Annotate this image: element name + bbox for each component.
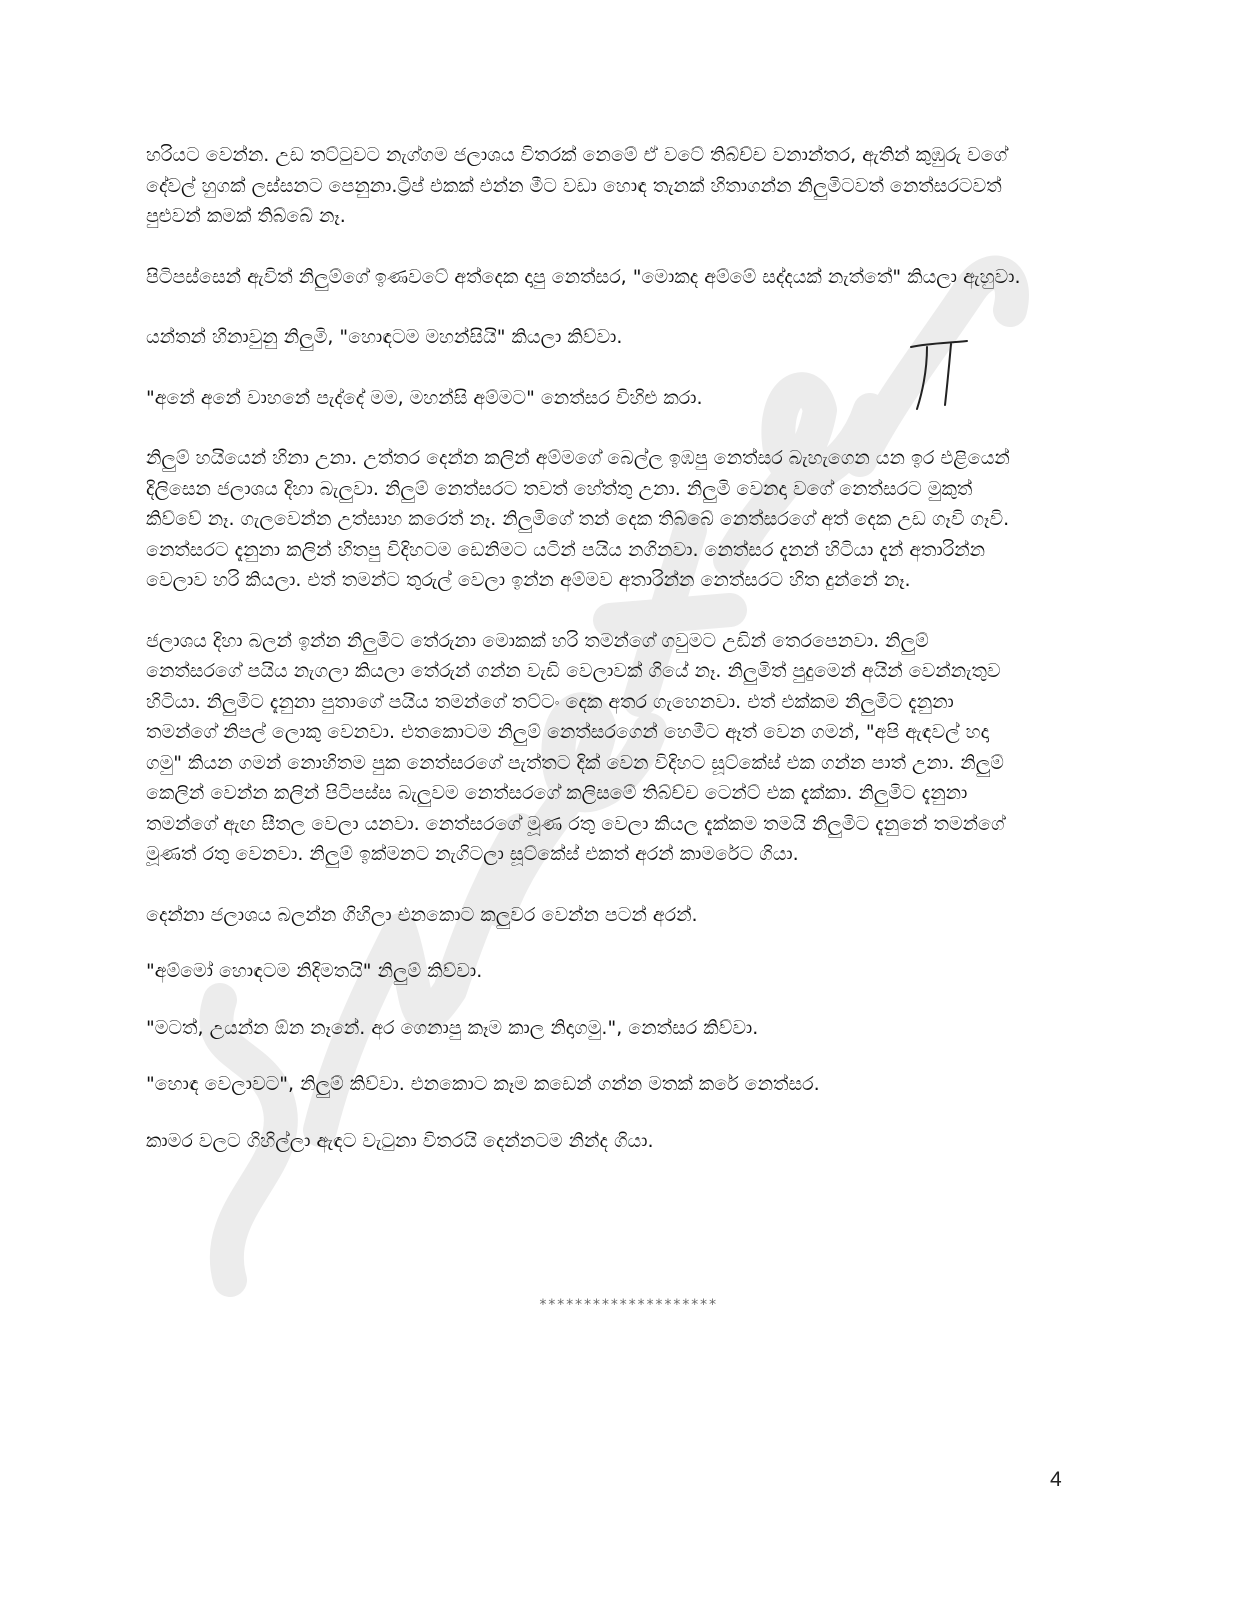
paragraph-3: යන්තන් හිනාවුනු නිලුමි, "හොඳටම මහන්සියි" කියලා කිව්වා. — [146, 326, 623, 348]
page-number: 4 — [1050, 1468, 1062, 1491]
document-body — [146, 140, 1026, 1182]
section-separator: ******************** — [538, 1297, 718, 1313]
paragraph-8: "අම්මෝ හොඳටම නිදිමතයි" නිලුම් කිව්වා. — [146, 960, 483, 982]
paragraph-9: "මටත්, උයන්න ඕන නෑනේ. අර ගෙනාපු කෑම කාල නිදාගමු.", නෙත්සර කිව්වා. — [146, 1016, 759, 1039]
paragraph-11: කාමර වලට ගිහිල්ලා ඇඳට වැටුනා විතරයි දෙන්නටම නින්ද ගියා. — [146, 1129, 654, 1152]
paragraph-1: හරියට වෙන්න. උඩ තට්ටුවට නැග්ගම ජලාශය විතරක් නෙමේ ඒ වටේ තිබ්ච්ච වනාන්තර, ඇතින් කුඹුරු වගේ දේවල් හුගක් ලස්සනට පෙනුනා.ට්‍රිප් එකක් එන්න මීට වඩා හොඳ තැනක් හිතාගන්න නිලුමිටවත් නෙත්සරටවත් පුළුවන් කමක් තිබ්බේ නෑ. — [146, 144, 1008, 227]
paragraph-6: ජලාශය දිහා බලන් ඉන්න නිලුමිට තේරුනා මොකක් හරි තමන්ගේ ගවුමට උඩින් තෙරපෙනවා. නිලුම් නෙත්සරගේ පයිය නැගලා කියලා තේරුන් ගන්න වැඩි වෙලාවක් ගියේ නෑ. නිලුමිත් පුදුමෙන් අයින් වෙන්නැතුව හිටියා. නිලුමිට දැනුනා පුතාගේ පයිය තමන්ගේ තට්ටං දෙක අතර ගැහෙනවා. එත් එක්කම නිලුමිට දැනුනා තමන්ගේ නිපල් ලොකු වෙනවා. එතකොටම නිලුම් නෙත්සරගෙන් හෙමීට ඈත් වෙන ගමන්, "අපි ඇඳවල් හදා ගමු" කියන ගමන් නොහිතම පුක නෙත්සරගේ පැත්තට දික් වෙන විදිහට සූට්කේස් එක ගන්න පාත් උනා. නිලුම් කෙලින් වෙන්න කලින් පිටිපස්ස බැලුවම නෙත්සරගේ කලිසමේ තිබ්ච්ච ටෙන්ට් එක දැක්කා. නිලුමිට දැනුනා තමන්ගේ ඇඟ සීතල වෙලා යනවා. නෙත්සරගේ මූණ රතු වෙලා කියල දැක්කම තමයි නිලුමිට දැනුනේ තමන්ගේ මූණත් රතු වෙනවා. නිලුම් ඉක්මනට නැගිටලා සූට්කේස් එකත් අරන් කාමරේට ගියා. — [146, 629, 1005, 865]
paragraph-10: "හොඳ වෙලාවට", නිලුම් කිව්වා. එනකොට කෑම කඩෙන් ගන්න මතක් කරේ නෙත්සර. — [146, 1073, 820, 1095]
paragraph-5: නිලුම් හයියෙන් හිනා උනා. උත්තර දෙන්න කලින් අම්මගේ බෙල්ල ඉඹපු නෙත්සර බැහැගෙන යන ඉර එළියෙන් දිලිසෙන ජලාශය දිහා බැලුවා. නිලුම් නෙත්සරට තවත් හේත්තු උනා. නිලුමි වෙනදා වගේ නෙත්සරට මුකුත් කිව්වේ නෑ. ගැලවෙන්න උත්සාහ කරෙත් නෑ. නිලුමිගේ තන් දෙක තිබ්බේ නෙත්සරගේ අත් දෙක උඩ ගෑවි ගෑවි. නෙත්සරට දැනුනා කලින් හිතපු විදිහටම ඩෙනිමට යටින් පයිය නගිනවා. නෙත්සර දැනන් හිටියා දැන් අතාරින්න වෙලාව හරි කියලා. එත් තමන්ට තුරුල් වෙලා ඉන්න අම්මව අතාරින්න නෙත්සරට හිත දුන්නේ නෑ. — [146, 447, 1010, 591]
paragraph-2: පිටිපස්සෙන් ඇවිත් නිලුම්ගේ ඉණවටේ අත්දෙක දාපු නෙත්සර, "මොකද අම්මේ සද්දයක් නැත්තේ" කියලා ඇහුවා. — [146, 265, 1021, 288]
paragraph-4: "අනේ අනේ වාහනේ පැද්දේ මම, මහන්සි අම්මට" නෙත්සර විහිළු කරා. — [146, 386, 703, 409]
paragraph-7: දෙන්නා ජලාශය බලන්න ගිහිලා එනකොට කලුවර වෙන්න පටන් අරන්. — [146, 903, 698, 926]
